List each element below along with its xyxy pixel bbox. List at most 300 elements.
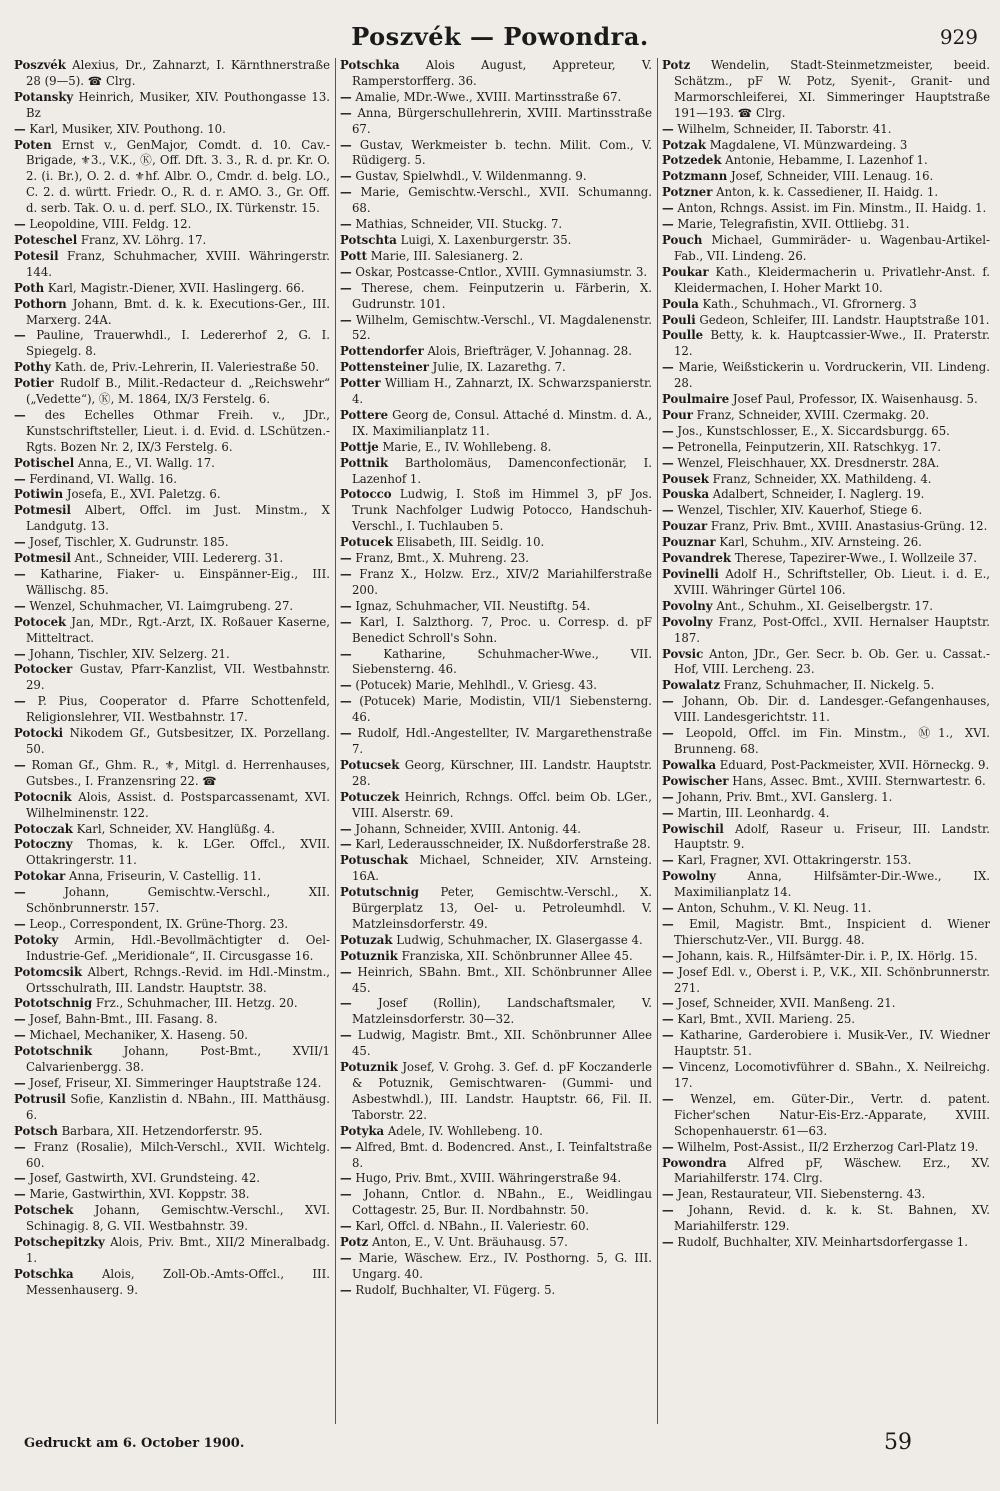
entry-surname: Potmesil (14, 551, 71, 566)
directory-entry (340, 169, 652, 185)
entry-surname: — (14, 471, 26, 486)
directory-entry (14, 233, 330, 249)
entry-details: Ludwig, Magistr. Bmt., XII. Schönbrunner Allee 45. (352, 1028, 652, 1059)
entry-details: Bartholomäus, Damenconfectionär, I. Lazenhof 1. (352, 455, 652, 486)
entry-details: Heinrich, SBahn. Bmt., XII. Schönbrunner Allee 45. (352, 964, 652, 995)
entry-surname: Potzak (662, 137, 706, 152)
entry-surname: — (14, 121, 26, 136)
entry-details: Anna, Friseurin, V. Castellig. 11. (69, 869, 262, 884)
entry-surname: Pott (340, 248, 368, 263)
entry-surname: Povolny (662, 598, 713, 613)
entry-surname: Pottere (340, 407, 389, 422)
column-divider (335, 58, 336, 1424)
entry-surname: Poukar (662, 264, 709, 279)
directory-entry (14, 281, 330, 297)
entry-surname: — (14, 885, 26, 900)
entry-details: Nikodem Gf., Gutsbesitzer, IX. Porzellang. 50. (26, 726, 330, 756)
entry-surname: — (662, 503, 674, 518)
entry-surname: — (662, 121, 674, 136)
entry-details: Marie, Weißstickerin u. Vordruckerin, VII. Lindeng. 28. (674, 360, 990, 391)
directory-entry (340, 949, 652, 965)
entry-details: Kath. de, Priv.-Lehrerin, II. Valeriestraße 50. (54, 360, 320, 375)
directory-entry (14, 726, 330, 758)
directory-entry (662, 360, 990, 392)
entry-details: Josef, Friseur, XI. Simmeringer Hauptstraße 124. (29, 1076, 322, 1090)
sheet-signature: 59 (884, 1430, 912, 1455)
entry-details: Wenzel, Tischler, XIV. Kauerhof, Stiege 6. (677, 503, 923, 518)
entry-surname: — (662, 1028, 674, 1043)
entry-surname: Povsic (662, 646, 704, 661)
entry-surname: Pousek (662, 471, 709, 486)
entry-surname: — (14, 1187, 26, 1202)
entry-details: Anton, k. k. Cassediener, II. Haidg. 1. (716, 185, 939, 200)
directory-entry (14, 917, 330, 933)
entry-surname: Potansky (14, 89, 74, 104)
entry-surname: Potschepitzky (14, 1235, 105, 1250)
entry-details: Pauline, Trauerwhdl., I. Ledererhof 2, G. I. Spiegelg. 8. (26, 328, 330, 359)
directory-entry (340, 1251, 652, 1283)
directory-entry (14, 1012, 330, 1028)
entry-surname: — (662, 996, 674, 1011)
entry-details: Mathias, Schneider, VII. Stuckg. 7. (355, 217, 563, 232)
entry-surname: Potschka (340, 58, 400, 72)
directory-entry (662, 472, 990, 488)
entry-surname: — (14, 646, 26, 661)
entry-details: Karl, I. Salzthorg. 7, Proc. u. Corresp. d. pF Benedict Schroll's Sohn. (352, 614, 652, 645)
entry-details: Anna, Bürgerschullehrerin, XVIII. Martinsstraße 67. (352, 105, 652, 136)
entry-details: Katharine, Fiaker- u. Einspänner-Eig., III. Wällischg. 85. (26, 567, 330, 597)
entry-surname: — (340, 217, 352, 232)
entry-details: Karl, Lederausschneider, IX. Nußdorferstraße 28. (355, 837, 651, 852)
directory-entry (340, 313, 652, 345)
directory-entry (340, 599, 652, 615)
directory-entry (14, 1235, 330, 1267)
entry-details: Michael, Mechaniker, X. Haseng. 50. (29, 1028, 249, 1043)
entry-details: Wenzel, em. Güter-Dir., Vertr. d. patent. Ficher'schen Natur-Eis-Erz.-Apparate, XVIII. Schopenhauerstr. 61—63. (674, 1091, 990, 1138)
entry-details: Johann, Schneider, XVIII. Antonig. 44. (355, 821, 582, 836)
entry-surname: Pouzar (662, 519, 708, 534)
entry-details: Franz X., Holzw. Erz., XIV/2 Mariahilferstraße 200. (352, 567, 652, 597)
entry-details: Ignaz, Schuhmacher, VII. Neustiftg. 54. (355, 598, 591, 613)
directory-column-3 (662, 58, 990, 1424)
directory-entry (340, 567, 652, 599)
entry-details: Heinrich, Musiker, XIV. Pouthongasse 13. Bz (26, 89, 330, 120)
entry-details: Rudolf B., Milit.-Redacteur d. „Reichswehr“ („Vedette“), Ⓚ, M. 1864, IX/3 Ferstelg. 6. (26, 376, 330, 407)
directory-entry (14, 1203, 330, 1235)
entry-surname: — (340, 821, 352, 836)
directory-entry (662, 487, 990, 503)
directory-entry (340, 233, 652, 249)
entry-surname: Pottensteiner (340, 360, 429, 375)
entry-surname: — (662, 1012, 674, 1027)
directory-entry (14, 885, 330, 917)
entry-details: Heinrich, Rchngs. Offcl. beim Ob. LGer., VIII. Alserstr. 69. (352, 789, 652, 820)
directory-entry (14, 1092, 330, 1124)
directory-entry (340, 456, 652, 488)
entry-surname: Potuczek (340, 789, 400, 804)
entry-details: Anton, E., V. Unt. Bräuhausg. 57. (372, 1235, 568, 1250)
entry-surname: — (340, 1171, 352, 1186)
entry-details: Marie, III. Salesianerg. 2. (370, 248, 524, 263)
directory-entry (662, 678, 990, 694)
entry-surname: Potuzak (340, 932, 393, 947)
entry-surname: — (340, 1250, 352, 1265)
directory-entry (340, 996, 652, 1028)
entry-surname: — (662, 948, 674, 963)
directory-entry (14, 551, 330, 567)
directory-entry (662, 790, 990, 806)
directory-entry (340, 487, 652, 535)
directory-entry (340, 1140, 652, 1172)
directory-entry (340, 933, 652, 949)
entry-details: Betty, k. k. Hauptcassier-Wwe., II. Praterstr. 12. (674, 328, 990, 359)
entry-details: Anton, Schuhm., V. Kl. Neug. 11. (677, 901, 872, 916)
directory-entry (14, 933, 330, 965)
entry-details: Johann, Gemischtw.-Verschl., XII. Schönbrunnerstr. 157. (26, 885, 330, 916)
entry-surname: Potomcsik (14, 964, 83, 979)
entry-surname: — (340, 1139, 352, 1154)
entry-details: Sofie, Kanzlistin d. NBahn., III. Matthäusg. 6. (26, 1091, 330, 1122)
entry-surname: — (662, 1060, 674, 1075)
directory-entry (662, 169, 990, 185)
directory-entry (340, 217, 652, 233)
entry-details: Johann, Cntlor. d. NBahn., E., Weidlingau Cottagestr. 25, Bur. II. Nordbahnstr. 50. (352, 1187, 652, 1218)
directory-entry (14, 567, 330, 599)
entry-surname: Potzner (662, 185, 713, 200)
entry-surname: — (14, 757, 26, 772)
entry-surname: Potocnik (14, 789, 72, 804)
directory-entry (662, 1060, 990, 1092)
entry-details: Albert, Offcl. im Just. Minstm., X Landgutg. 13. (26, 503, 330, 534)
directory-entry (662, 392, 990, 408)
entry-surname: — (662, 964, 674, 979)
entry-surname: Poteschel (14, 232, 78, 247)
entry-details: Martin, III. Leonhardg. 4. (677, 805, 830, 820)
directory-entry (662, 647, 990, 679)
entry-surname: — (662, 726, 674, 741)
entry-surname: — (662, 901, 674, 916)
directory-entry (340, 440, 652, 456)
entry-surname: — (662, 1091, 674, 1106)
directory-entry (662, 153, 990, 169)
directory-entry (662, 694, 990, 726)
entry-details: Adalbert, Schneider, I. Naglerg. 19. (712, 487, 925, 502)
entry-details: Marie, Gemischtw.-Verschl., XVII. Schumanng. 68. (352, 185, 652, 216)
entry-surname: Poszvék (14, 58, 66, 72)
directory-entry (14, 1076, 330, 1092)
directory-entry (340, 1235, 652, 1251)
directory-column-1 (14, 58, 330, 1424)
entry-surname: Powolny (662, 869, 716, 884)
entry-surname: Potschek (14, 1203, 74, 1218)
entry-surname: — (14, 1171, 26, 1186)
entry-surname: — (662, 789, 674, 804)
directory-entry (340, 1219, 652, 1235)
entry-surname: Pothy (14, 360, 51, 375)
entry-surname: Povolny (662, 614, 713, 629)
directory-entry (340, 1124, 652, 1140)
entry-details: Adolf, Raseur u. Friseur, III. Landstr. Hauptstr. 9. (674, 821, 990, 852)
entry-details: Ant., Schuhm., XI. Geiselbergstr. 17. (716, 598, 933, 613)
directory-entry (340, 344, 652, 360)
entry-surname: — (662, 1203, 674, 1218)
entry-surname: — (662, 694, 674, 709)
directory-entry (340, 265, 652, 281)
entry-details: Karl, Musiker, XIV. Pouthong. 10. (29, 121, 226, 136)
entry-details: Karl, Schneider, XV. Hanglüßg. 4. (76, 821, 275, 836)
directory-entry (340, 185, 652, 217)
directory-entry (662, 217, 990, 233)
directory-entry (340, 726, 652, 758)
entry-surname: — (14, 1012, 26, 1027)
entry-surname: Potocek (14, 614, 67, 629)
entry-surname: Powischil (662, 821, 724, 836)
directory-entry (14, 487, 330, 503)
entry-details: Karl, Schuhm., XIV. Arnsteing. 26. (719, 535, 922, 550)
directory-entry (662, 853, 990, 869)
entry-surname: — (340, 598, 352, 613)
directory-entry (340, 535, 652, 551)
entry-details: Adele, IV. Wohllebeng. 10. (387, 1123, 543, 1138)
directory-entry (14, 297, 330, 329)
entry-details: P. Pius, Cooperator d. Pfarre Schottenfeld, Religionslehrer, VII. Westbahnstr. 17. (26, 694, 330, 725)
directory-entry (662, 456, 990, 472)
entry-surname: — (662, 423, 674, 438)
entry-details: Karl, Magistr.-Diener, XVII. Haslingerg. 66. (47, 280, 305, 295)
directory-entry (340, 408, 652, 440)
entry-surname: Poth (14, 280, 45, 295)
entry-details: Michael, Gummiräder- u. Wagenbau-Artikel-Fab., VII. Lindeng. 26. (674, 232, 990, 263)
entry-surname: — (14, 1139, 26, 1154)
directory-entry (340, 885, 652, 933)
entry-surname: Povandrek (662, 551, 731, 566)
entry-details: Barbara, XII. Hetzendorferstr. 95. (61, 1123, 263, 1138)
page-title: Poszvék — Powondra. (351, 22, 649, 51)
entry-surname: — (662, 217, 674, 232)
entry-surname: Potter (340, 376, 381, 391)
entry-surname: — (340, 1282, 352, 1297)
entry-details: Franz, Schuhmacher, XVIII. Währingerstr. 144. (26, 248, 330, 279)
directory-entry (340, 376, 652, 408)
entry-surname: Potokar (14, 869, 66, 884)
entry-details: Michael, Schneider, XIV. Arnsteing. 16A. (352, 853, 652, 884)
directory-entry (14, 535, 330, 551)
entry-details: (Potucek) Marie, Modistin, VII/1 Siebensterng. 46. (352, 694, 652, 725)
directory-entry (14, 456, 330, 472)
directory-entry (662, 758, 990, 774)
directory-entry (14, 996, 330, 1012)
entry-surname: — (662, 805, 674, 820)
directory-entry (340, 1060, 652, 1124)
directory-entry (662, 313, 990, 329)
entry-surname: — (340, 312, 352, 327)
directory-entry (662, 519, 990, 535)
entry-details: Kath., Kleidermacherin u. Privatlehr-Anst. f. Kleidermachen, I. Hoher Markt 10. (674, 264, 990, 295)
entry-details: Oskar, Postcasse-Cntlor., XVIII. Gymnasiumstr. 3. (355, 264, 648, 279)
entry-details: Alfred, Bmt. d. Bodencred. Anst., I. Teinfaltstraße 8. (352, 1139, 652, 1170)
directory-entry (340, 1171, 652, 1187)
entry-surname: Pottnik (340, 455, 389, 470)
directory-entry (340, 249, 652, 265)
entry-details: Johann, Tischler, XIV. Selzerg. 21. (29, 646, 230, 661)
entry-details: Alois, Priv. Bmt., XII/2 Mineralbadg. 1. (26, 1235, 330, 1265)
entry-details: Gustav, Werkmeister b. techn. Milit. Com., V. Rüdigerg. 5. (352, 137, 652, 168)
entry-details: Anton, JDr., Ger. Secr. b. Ob. Ger. u. Cassat.-Hof, VIII. Lercheng. 23. (674, 646, 990, 677)
directory-column-2 (340, 58, 652, 1424)
entry-surname: Potuschak (340, 853, 409, 868)
directory-entry (662, 567, 990, 599)
entry-details: Marie, E., IV. Wohllebeng. 8. (382, 439, 552, 454)
entry-surname: — (662, 1235, 674, 1250)
entry-details: Johann, Ob. Dir. d. Landesger.-Gefangenhauses, VIII. Landesgerichtstr. 11. (674, 694, 990, 725)
entry-surname: — (340, 726, 352, 741)
entry-details: Jos., Kunstschlosser, E., X. Siccardsburgg. 65. (677, 423, 950, 438)
directory-entry (662, 58, 990, 122)
entry-details: Josef, Schneider, XVII. Manßeng. 21. (677, 996, 896, 1011)
entry-details: Wilhelm, Gemischtw.-Verschl., VI. Magdalenenstr. 52. (352, 312, 652, 343)
directory-entry (340, 1187, 652, 1219)
directory-entry (14, 758, 330, 790)
directory-entry (340, 647, 652, 679)
directory-entry (14, 360, 330, 376)
entry-surname: — (662, 360, 674, 375)
entry-details: Hans, Assec. Bmt., XVIII. Sternwartestr. 6. (732, 773, 986, 788)
entry-surname: Pouznar (662, 535, 716, 550)
entry-details: Antonie, Hebamme, I. Lazenhof 1. (725, 153, 928, 168)
directory-entry (340, 853, 652, 885)
directory-entry (14, 503, 330, 535)
entry-details: Josefa, E., XVI. Paletzg. 6. (66, 487, 221, 502)
entry-surname: — (340, 169, 352, 184)
entry-surname: Pouli (662, 312, 696, 327)
entry-surname: Potsch (14, 1123, 58, 1138)
entry-details: Franz, Schuhmacher, II. Nickelg. 5. (723, 678, 935, 693)
entry-details: Wenzel, Schuhmacher, VI. Laimgrubeng. 27. (29, 598, 294, 613)
entry-details: Wendelin, Stadt-Steinmetzmeister, beeid. Schätzm., pF W. Potz, Syenit-, Granit- und Marmorschleiferei, XI. Simmeringer Hauptstraße 191—193. ☎ Clrg. (674, 58, 990, 120)
entry-surname: — (340, 694, 352, 709)
entry-surname: Potiwin (14, 487, 64, 502)
directory-entry (14, 1140, 330, 1172)
entry-surname: — (340, 105, 352, 120)
directory-entry (662, 408, 990, 424)
directory-entry (662, 822, 990, 854)
entry-details: Johann, kais. R., Hilfsämter-Dir. i. P., IX. Hörlg. 15. (677, 948, 978, 963)
entry-surname: Poula (662, 296, 699, 311)
entry-surname: — (14, 1028, 26, 1043)
entry-details: Peter, Gemischtw.-Verschl., X. Bürgerplatz 13, Oel- u. Petroleumhdl. V. Matzleinsdorferstr. 49. (352, 885, 652, 931)
directory-entry (340, 615, 652, 647)
entry-details: Marie, Wäschew. Erz., IV. Posthorng. 5, G. III. Ungarg. 40. (352, 1250, 652, 1281)
entry-surname: — (340, 280, 352, 295)
directory-entry (14, 1044, 330, 1076)
print-date: Gedruckt am 6. October 1900. (24, 1436, 245, 1451)
entry-details: Josef Edl. v., Oberst i. P., V.K., XII. Schönbrunnerstr. 271. (674, 964, 990, 995)
page-number: 929 (939, 25, 978, 49)
directory-entry (340, 965, 652, 997)
entry-surname: Potocco (340, 487, 392, 502)
directory-entry (662, 996, 990, 1012)
entry-surname: — (340, 646, 352, 661)
directory-entry (662, 869, 990, 901)
entry-details: Ernst v., GenMajor, Comdt. d. 10. Cav.-Brigade, ⚜3., V.K., Ⓚ, Off. Dft. 3. 3., R. d. pr. Kr. O. 2. (i. Br.), O. 2. d. ⚜hf. Albr. O., Cmdr. d. belg. LO., C. 2. d. württ. Friedr. O., R. d. r. AMO. 3., Gr. Off. d. serb. Tak. O. u. d. perf. SLO., IX. Türkenstr. 15. (26, 137, 330, 216)
entry-details: Alois August, Appreteur, V. Ramperstorfferg. 36. (352, 58, 652, 88)
entry-surname: Potoczak (14, 821, 73, 836)
entry-surname: Potocki (14, 726, 64, 741)
entry-details: Alois, Briefträger, V. Johannag. 28. (427, 344, 632, 359)
entry-surname: Potyka (340, 1123, 385, 1138)
entry-details: Emil, Magistr. Bmt., Inspicient d. Wiener Thierschutz-Ver., VII. Burgg. 48. (674, 916, 990, 947)
entry-details: Marie, Telegrafistin, XVII. Ottliebg. 31. (677, 217, 910, 232)
entry-details: Jean, Restaurateur, VII. Siebensterng. 43. (677, 1187, 926, 1202)
directory-entry (662, 599, 990, 615)
entry-details: Petronella, Feinputzerin, XII. Ratschkyg. 17. (677, 439, 941, 454)
directory-entry (14, 1267, 330, 1299)
entry-details: Josef, Gastwirth, XVI. Grundsteing. 42. (29, 1171, 261, 1186)
entry-surname: Potuznik (340, 1060, 398, 1075)
directory-entry (662, 615, 990, 647)
entry-details: Franz, Schneider, XX. Mathildeng. 4. (712, 471, 932, 486)
entry-surname: — (14, 694, 26, 709)
entry-details: Anton, Rchngs. Assist. im Fin. Minstm., II. Haidg. 1. (677, 201, 987, 216)
entry-details: Wenzel, Fleischhauer, XX. Dresdnerstr. 28A. (677, 455, 940, 470)
entry-details: Katharine, Schuhmacher-Wwe., VII. Siebensterng. 46. (352, 646, 652, 677)
directory-entry (662, 1156, 990, 1188)
entry-details: Franz, Bmt., X. Muhreng. 23. (355, 551, 530, 566)
page-header (0, 22, 1000, 56)
entry-surname: — (340, 614, 352, 629)
entry-surname: — (340, 837, 352, 852)
entry-details: Amalie, MDr.-Wwe., XVIII. Martinsstraße 67. (355, 89, 622, 104)
directory-entry (662, 1012, 990, 1028)
directory-entry (340, 138, 652, 170)
directory-entry (662, 297, 990, 313)
entry-details: Gedeon, Schleifer, III. Landstr. Hauptstraße 101. (699, 312, 990, 327)
entry-details: Alois, Zoll-Ob.-Amts-Offcl., III. Messenhauserg. 9. (26, 1266, 330, 1297)
entry-details: Alexius, Dr., Zahnarzt, I. Kärnthnerstraße 28 (9—5). ☎ Clrg. (26, 58, 330, 88)
entry-surname: Pottendorfer (340, 344, 424, 359)
entry-surname: Powischer (662, 773, 729, 788)
entry-details: Ferdinand, VI. Wallg. 16. (29, 471, 177, 486)
entry-details: Josef, Schneider, VIII. Lenaug. 16. (730, 169, 934, 184)
entry-surname: Powalatz (662, 678, 720, 693)
directory-entry (662, 233, 990, 265)
entry-details: Johann, Post-Bmt., XVII/1 Calvarienbergg. 38. (26, 1044, 330, 1075)
entry-details: Thomas, k. k. LGer. Offcl., XVII. Ottakringerstr. 11. (26, 837, 330, 868)
entry-surname: Potschta (340, 232, 397, 247)
directory-entry (662, 535, 990, 551)
entry-details: Johann, Gemischtw.-Verschl., XVI. Schinagig. 8, G. VII. Westbahnstr. 39. (26, 1203, 330, 1234)
entry-surname: Poulmaire (662, 392, 730, 407)
entry-details: Marie, Gastwirthin, XVI. Koppstr. 38. (29, 1187, 250, 1202)
entry-surname: — (340, 678, 352, 693)
entry-details: Johann, Bmt. d. k. k. Executions-Ger., III. Marxerg. 24A. (26, 296, 330, 327)
directory-entry (14, 138, 330, 218)
entry-surname: Pouska (662, 487, 710, 502)
directory-entry (662, 201, 990, 217)
entry-details: Armin, Hdl.-Bevollmächtigter d. Oel-Industrie-Gef. „Meridionale“, II. Circusgasse 16. (26, 932, 330, 963)
directory-entry (662, 551, 990, 567)
directory-entry (662, 901, 990, 917)
entry-surname: — (14, 567, 26, 581)
directory-entry (14, 647, 330, 663)
directory-entry (340, 90, 652, 106)
entry-surname: Pototschnik (14, 1044, 93, 1059)
entry-details: Franz (Rosalie), Milch-Verschl., XVII. Wichtelg. 60. (26, 1139, 330, 1170)
directory-entry (662, 965, 990, 997)
directory-entry (662, 917, 990, 949)
entry-surname: — (662, 916, 674, 931)
directory-entry (662, 440, 990, 456)
